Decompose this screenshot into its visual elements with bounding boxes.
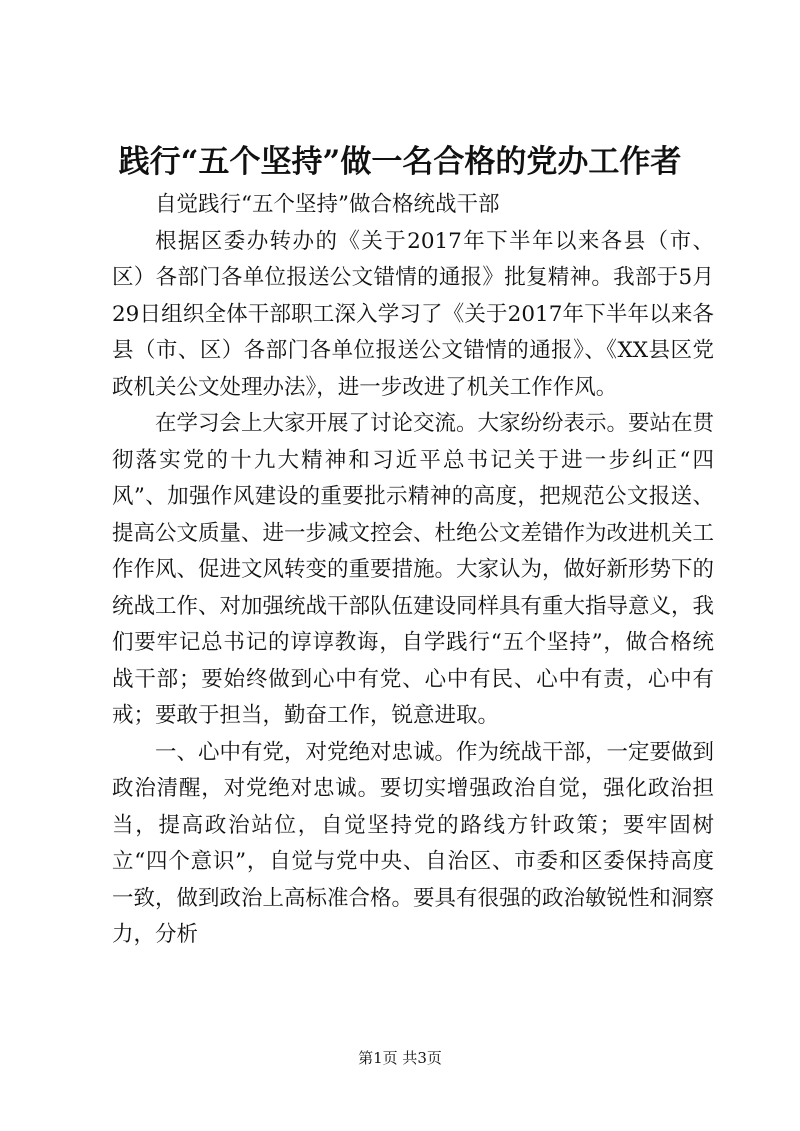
page-number: 第1页 共3页	[358, 1049, 442, 1067]
document-body	[112, 187, 714, 954]
body-paragraph: 一、心中有党，对党绝对忠诚。作为统战干部，一定要做到政治清醒，对党绝对忠诚。要切实增强政治自觉，强化政治担当，提高政治站位，自觉坚持党的路线方针政策；要牢固树立“四个意识”，自觉与党中央、自治区、市委和区委保持高度一致，做到政治上高标准合格。要具有很强的政治敏锐性和洞察力，分析	[112, 739, 715, 947]
document-title: 践行“五个坚持”做一名合格的党办工作者	[118, 144, 682, 180]
body-paragraph: 在学习会上大家开展了讨论交流。大家纷纷表示。要站在贯彻落实党的十九大精神和习近平总书记关于进一步纠正“四风”、加强作风建设的重要批示精神的高度，把规范公文报送、提高公文质量、进一步减文控会、杜绝公文差错作为改进机关工作作风、促进文风转变的重要措施。大家认为，做好新形势下的统战工作、对加强统战干部队伍建设同样具有重大指导意义，我们要牢记总书记的谆谆教诲，自学践行“五个坚持”，做合格统战干部；要始终做到心中有党、心中有民、心中有责，心中有戒；要敢于担当，勤奋工作，锐意进取。	[112, 411, 715, 728]
subtitle-paragraph: 自觉践行“五个坚持”做合格统战干部	[155, 192, 500, 217]
body-paragraph: 根据区委办转办的《关于2017年下半年以来各县（市、区）各部门各单位报送公文错情的通报》批复精神。我部于5月29日组织全体干部职工深入学习了《关于2017年下半年以来各县（市、区）各部门各单位报送公文错情的通报》、《XX县区党政机关公文处理办法》，进一步改进了机关工作作风。	[112, 228, 714, 400]
